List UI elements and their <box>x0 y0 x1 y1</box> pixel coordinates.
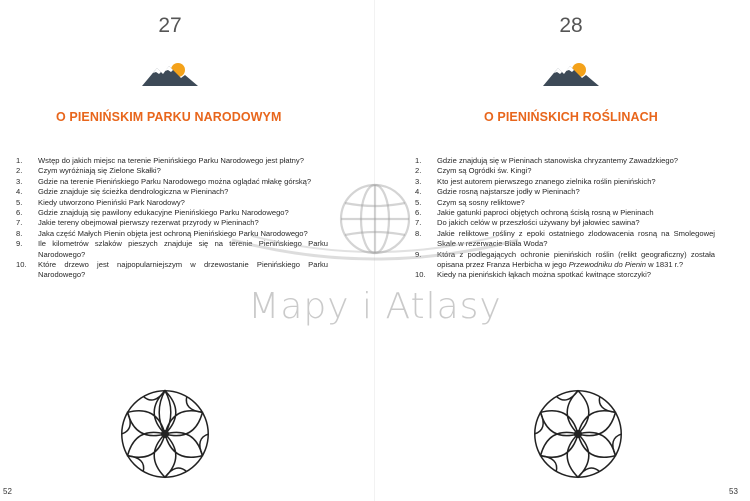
chapter-number: 27 <box>158 14 182 37</box>
list-item: 8. Jakie reliktowe rośliny z epoki ostatniego zlodowacenia rosną na Smolegowej Skale w rezerwacie Biała Woda? <box>415 228 715 249</box>
section-title: O PIENIŃSKICH ROŚLINACH <box>484 110 658 124</box>
list-item: 9. Która z podlegających ochronie pienińskich roślin (relikt geograficzny) została opisana przez Franza Herbicha w jego Przewodniku do Pienin w 1831 r.? <box>415 249 715 270</box>
page-number: 53 <box>729 487 738 496</box>
list-item: 1. Gdzie znajdują się w Pieninach stanowiska chryzantemy Zawadzkiego? <box>415 156 679 165</box>
list-item: 2. Czym są Ogródki św. Kingi? <box>415 166 532 176</box>
list-item: 7. Jakie tereny obejmował pierwszy rezerwat przyrody w Pieninach? <box>16 218 259 228</box>
list-item: 7. Do jakich celów w przeszłości używany był jałowiec sawina? <box>415 218 640 228</box>
list-item: 6. Gdzie znajdują się pawilony edukacyjne Pienińskiego Parku Narodowego? <box>16 208 289 218</box>
flower-of-life-icon <box>118 387 212 481</box>
list-item: 9. Ile kilometrów szlaków pieszych znajduje się na terenie Pienińskiego Parku Narodowego? <box>16 239 328 259</box>
list-item: 5. Czym są sosny reliktowe? <box>415 197 525 207</box>
question-list <box>415 156 715 281</box>
list-item: 4. Gdzie rosną najstarsze jodły w Pieninach? <box>415 187 580 197</box>
list-item: 10. Kiedy na pienińskich łąkach można spotkać kwitnące storczyki? <box>415 270 651 280</box>
list-item: 1. Wstęp do jakich miejsc na terenie Pienińskiego Parku Narodowego jest płatny? <box>16 156 304 165</box>
list-item: 2. Czym wyróżniają się Zielone Skałki? <box>16 166 161 176</box>
flower-of-life-icon <box>531 387 625 481</box>
list-item: 10. Które drzewo jest najpopularniejszym w drzewostanie Pienińskiego Parku Narodowego? <box>16 260 328 280</box>
list-item: 6. Jakie gatunki paproci objętych ochroną ścisłą rosną w Pieninach <box>415 208 654 218</box>
question-list <box>16 156 328 281</box>
section-title: O PIENIŃSKIM PARKU NARODOWYM <box>56 110 282 124</box>
list-item: 3. Gdzie na terenie Pienińskiego Parku Narodowego można oglądać młakę górską? <box>16 176 312 186</box>
page-number: 52 <box>3 487 12 496</box>
list-item: 8. Jaka część Małych Pienin objęta jest ochroną Pienińskiego Parku Narodowego? <box>16 228 308 238</box>
list-item: 5. Kiedy utworzono Pieniński Park Narodowy? <box>16 197 185 207</box>
list-item: 4. Gdzie znajduje się ścieżka dendrologiczna w Pieninach? <box>16 187 229 197</box>
mountain-sun-icon <box>541 58 601 88</box>
right-page <box>375 0 750 501</box>
watermark-text: Mapy i Atlasy <box>248 286 502 327</box>
chapter-number: 28 <box>559 14 583 37</box>
list-item: 3. Kto jest autorem pierwszego znanego zielnika roślin pienińskich? <box>415 176 656 186</box>
mountain-sun-icon <box>140 58 200 88</box>
